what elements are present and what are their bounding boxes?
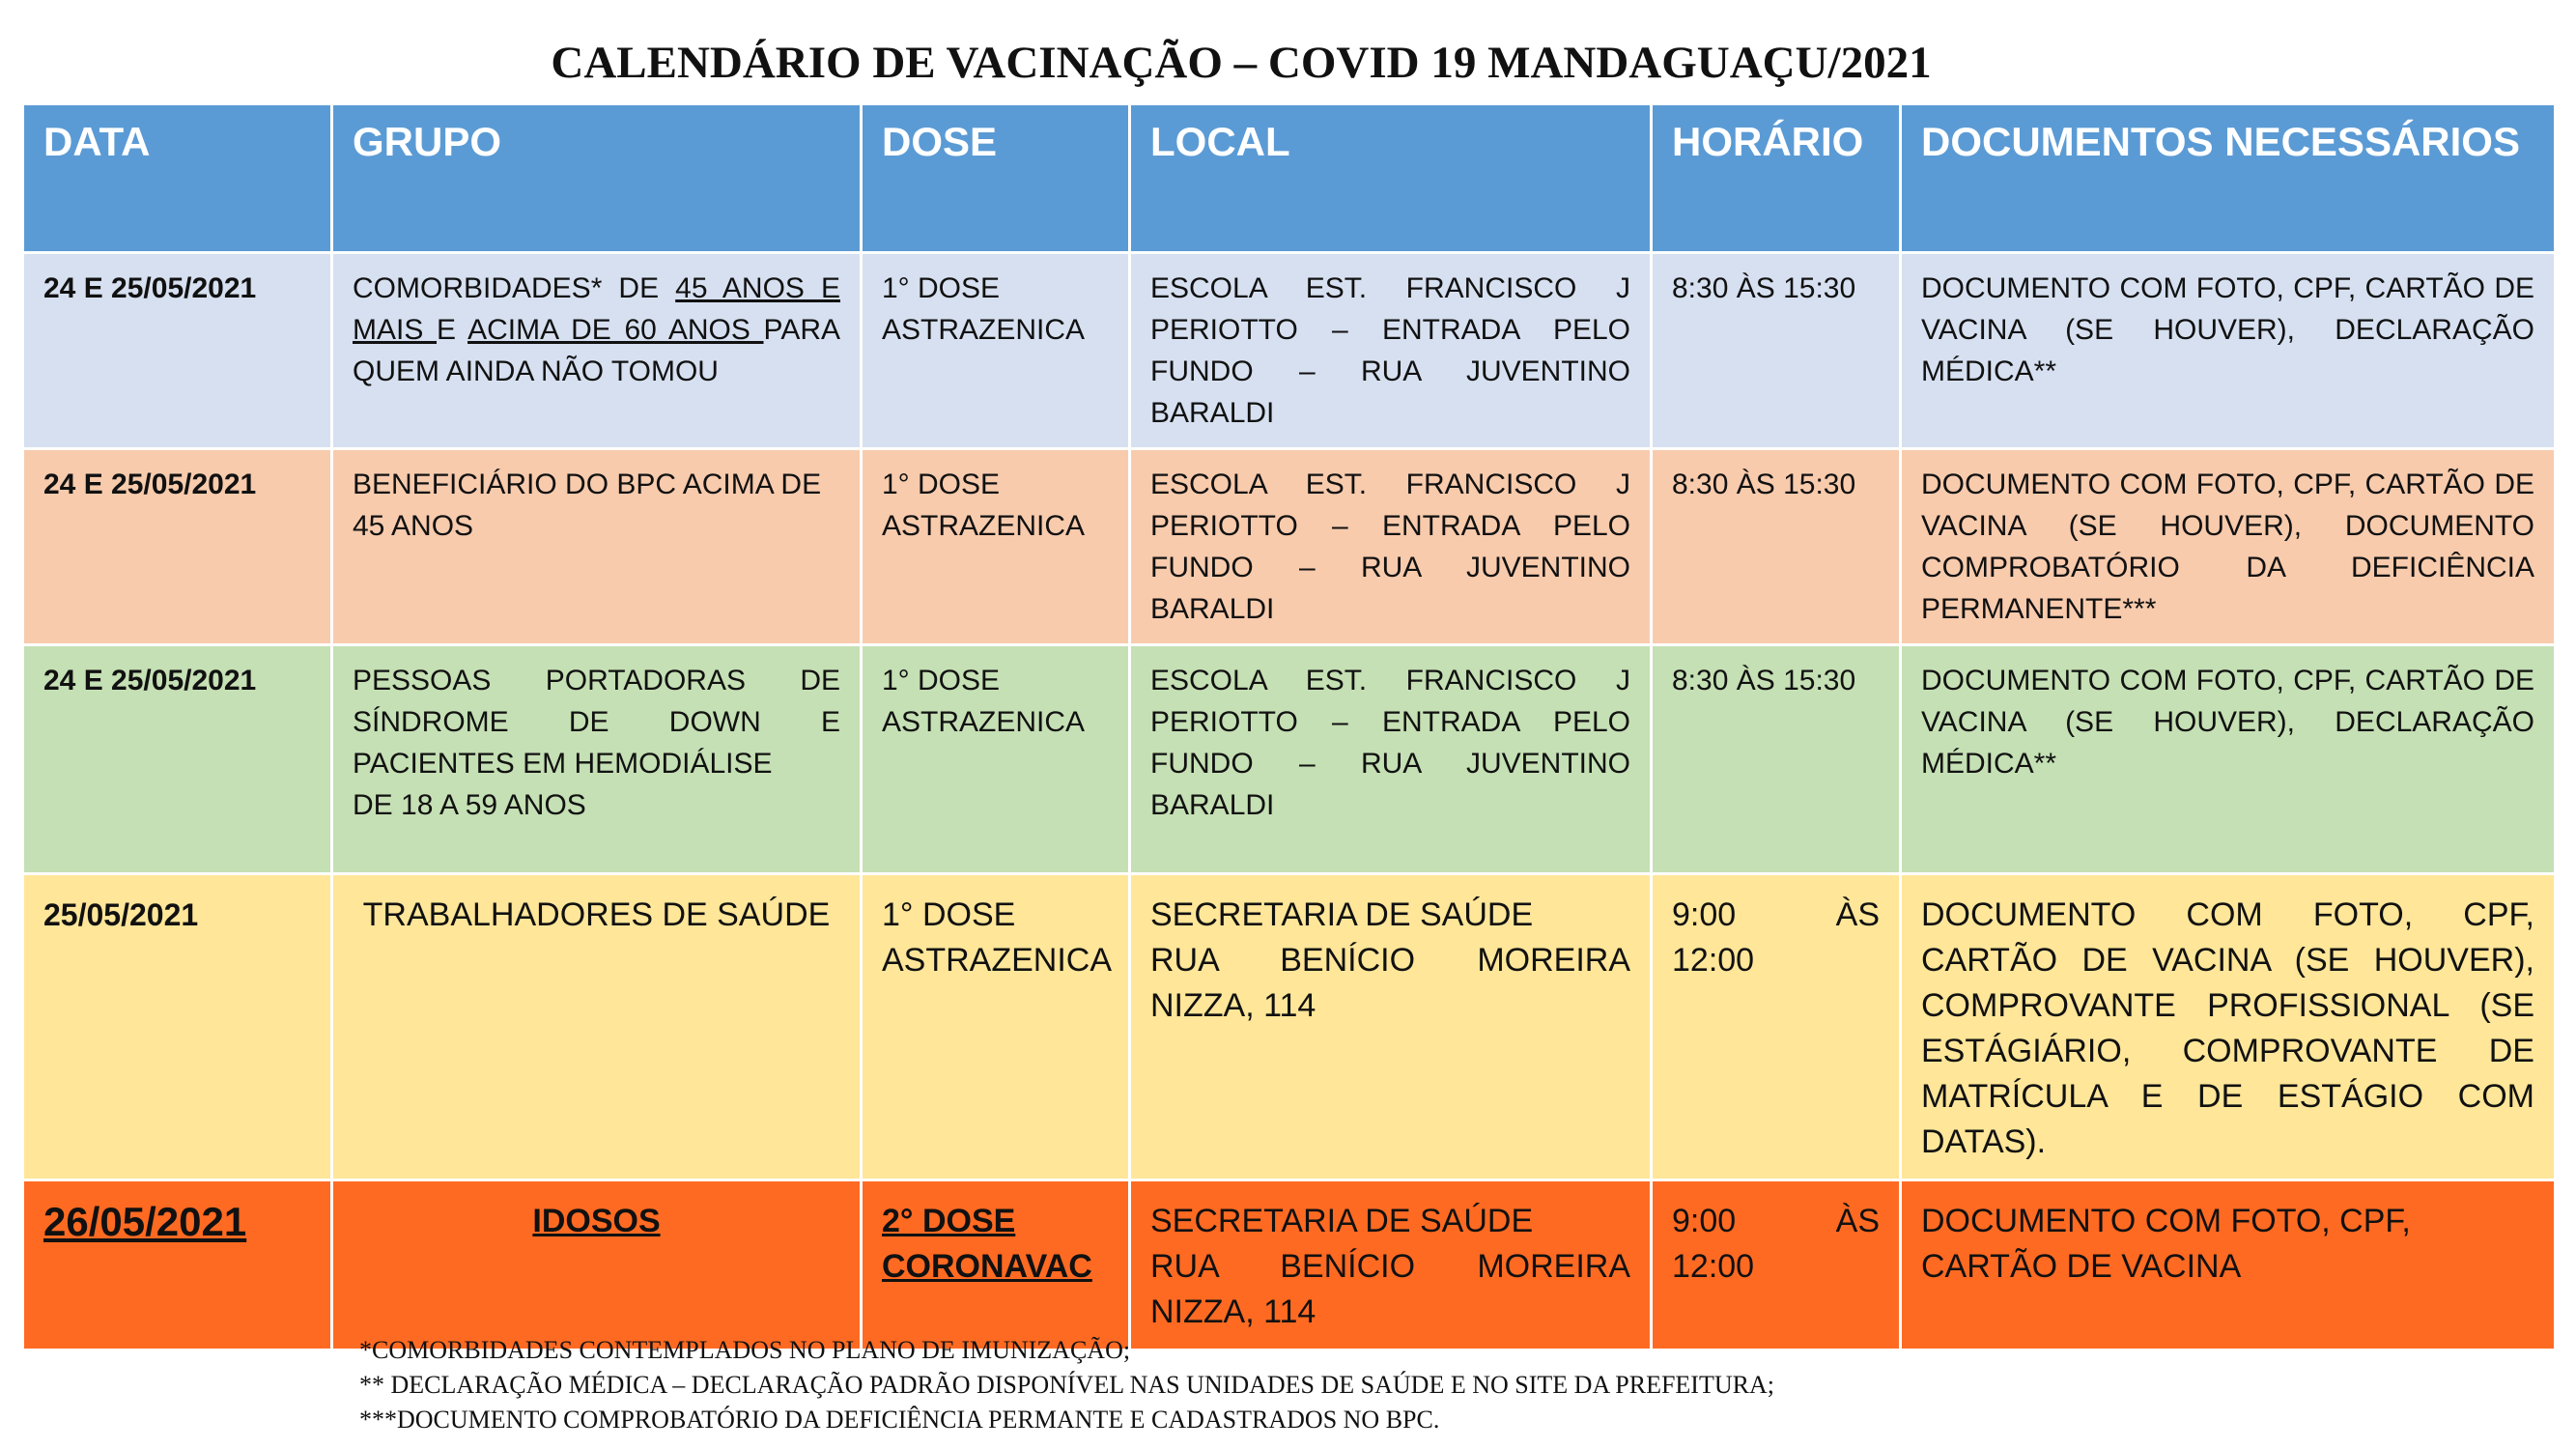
column-header-date: DATA <box>23 104 332 253</box>
row-documents: DOCUMENTO COM FOTO, CPF, CARTÃO DE VACINA (SE HOUVER), COMPROVANTE PROFISSIONAL (SE ESTÁGIÁRIO, COMPROVANTE DE MATRÍCULA E DE ESTÁGIO COM DATAS). <box>1901 874 2556 1180</box>
group-text: IDOSOS <box>532 1203 661 1239</box>
row-date: 26/05/2021 <box>23 1180 332 1350</box>
local-line: RUA BENÍCIO MOREIRA NIZZA, 114 <box>1150 942 1630 1024</box>
table-row <box>23 449 2556 645</box>
row-date: 24 E 25/05/2021 <box>23 645 332 874</box>
footnote: ** DECLARAÇÃO MÉDICA – DECLARAÇÃO PADRÃO DISPONÍVEL NAS UNIDADES DE SAÚDE E NO SITE DA PREFEITURA; <box>359 1371 1774 1399</box>
row-hours: 9:00 ÀS 12:00 <box>1652 874 1901 1180</box>
column-header-dose: DOSE <box>862 104 1130 253</box>
row-hours: 8:30 ÀS 15:30 <box>1652 645 1901 874</box>
group-text: COMORBIDADES* DE <box>353 272 676 304</box>
group-age-underlined: 45 ANOS E MAIS <box>353 272 840 346</box>
row-group <box>332 253 862 449</box>
local-line: SECRETARIA DE SAÚDE <box>1150 1203 1534 1239</box>
row-dose: 1° DOSE ASTRAZENICA <box>862 645 1130 874</box>
column-header-group: GRUPO <box>332 104 862 253</box>
row-group: TRABALHADORES DE SAÚDE <box>332 874 862 1180</box>
row-dose: 1° DOSE ASTRAZENICA <box>862 253 1130 449</box>
row-local <box>1130 1180 1652 1350</box>
row-dose: 1° DOSE ASTRAZENICA <box>862 874 1130 1180</box>
local-line: RUA BENÍCIO MOREIRA NIZZA, 114 <box>1150 1248 1630 1330</box>
footnote: ***DOCUMENTO COMPROBATÓRIO DA DEFICIÊNCIA PERMANTE E CADASTRADOS NO BPC. <box>359 1406 1440 1434</box>
row-local <box>1130 874 1652 1180</box>
group-text: PARA QUEM AINDA NÃO TOMOU <box>353 314 840 387</box>
table-header-row <box>23 104 2556 253</box>
row-hours: 8:30 ÀS 15:30 <box>1652 449 1901 645</box>
table-row <box>23 1180 2556 1350</box>
row-documents: DOCUMENTO COM FOTO, CPF, CARTÃO DE VACINA (SE HOUVER), DOCUMENTO COMPROBATÓRIO DA DEFICIÊNCIA PERMANENTE*** <box>1901 449 2556 645</box>
row-hours: 8:30 ÀS 15:30 <box>1652 253 1901 449</box>
group-line: PESSOAS PORTADORAS DE SÍNDROME DE DOWN E <box>353 665 840 738</box>
row-date: 24 E 25/05/2021 <box>23 449 332 645</box>
row-group <box>332 1180 862 1350</box>
column-header-hours: HORÁRIO <box>1652 104 1901 253</box>
row-date: 24 E 25/05/2021 <box>23 253 332 449</box>
row-date: 25/05/2021 <box>23 874 332 1180</box>
row-dose <box>862 1180 1130 1350</box>
row-local: ESCOLA EST. FRANCISCO J PERIOTTO – ENTRADA PELO FUNDO – RUA JUVENTINO BARALDI <box>1130 253 1652 449</box>
group-age-underlined: ACIMA DE 60 ANOS <box>467 314 764 346</box>
local-line: SECRETARIA DE SAÚDE <box>1150 896 1534 933</box>
dose-line: 2° DOSE <box>882 1203 1016 1239</box>
row-documents: DOCUMENTO COM FOTO, CPF, CARTÃO DE VACINA (SE HOUVER), DECLARAÇÃO MÉDICA** <box>1901 253 2556 449</box>
footnotes <box>359 1333 1774 1437</box>
row-dose: 1° DOSE ASTRAZENICA <box>862 449 1130 645</box>
table-row <box>23 253 2556 449</box>
row-local: ESCOLA EST. FRANCISCO J PERIOTTO – ENTRADA PELO FUNDO – RUA JUVENTINO BARALDI <box>1130 449 1652 645</box>
row-hours: 9:00 ÀS 12:00 <box>1652 1180 1901 1350</box>
table-row <box>23 874 2556 1180</box>
row-documents: DOCUMENTO COM FOTO, CPF, CARTÃO DE VACINA (SE HOUVER), DECLARAÇÃO MÉDICA** <box>1901 645 2556 874</box>
column-header-local: LOCAL <box>1130 104 1652 253</box>
vaccination-schedule-table <box>21 102 2557 1351</box>
row-group: BENEFICIÁRIO DO BPC ACIMA DE 45 ANOS <box>332 449 862 645</box>
row-local: ESCOLA EST. FRANCISCO J PERIOTTO – ENTRADA PELO FUNDO – RUA JUVENTINO BARALDI <box>1130 645 1652 874</box>
footnote: *COMORBIDADES CONTEMPLADOS NO PLANO DE IMUNIZAÇÃO; <box>359 1336 1131 1364</box>
document-title: CALENDÁRIO DE VACINAÇÃO – COVID 19 MANDAGUAÇU/2021 <box>551 38 1932 88</box>
group-text: E <box>437 314 468 346</box>
column-header-documents: DOCUMENTOS NECESSÁRIOS <box>1901 104 2556 253</box>
dose-line: CORONAVAC <box>882 1248 1092 1285</box>
group-line: DE 18 A 59 ANOS <box>353 789 586 821</box>
group-line: PACIENTES EM HEMODIÁLISE <box>353 748 773 780</box>
row-documents: DOCUMENTO COM FOTO, CPF, CARTÃO DE VACINA <box>1901 1180 2556 1350</box>
table-row <box>23 645 2556 874</box>
row-group <box>332 645 862 874</box>
